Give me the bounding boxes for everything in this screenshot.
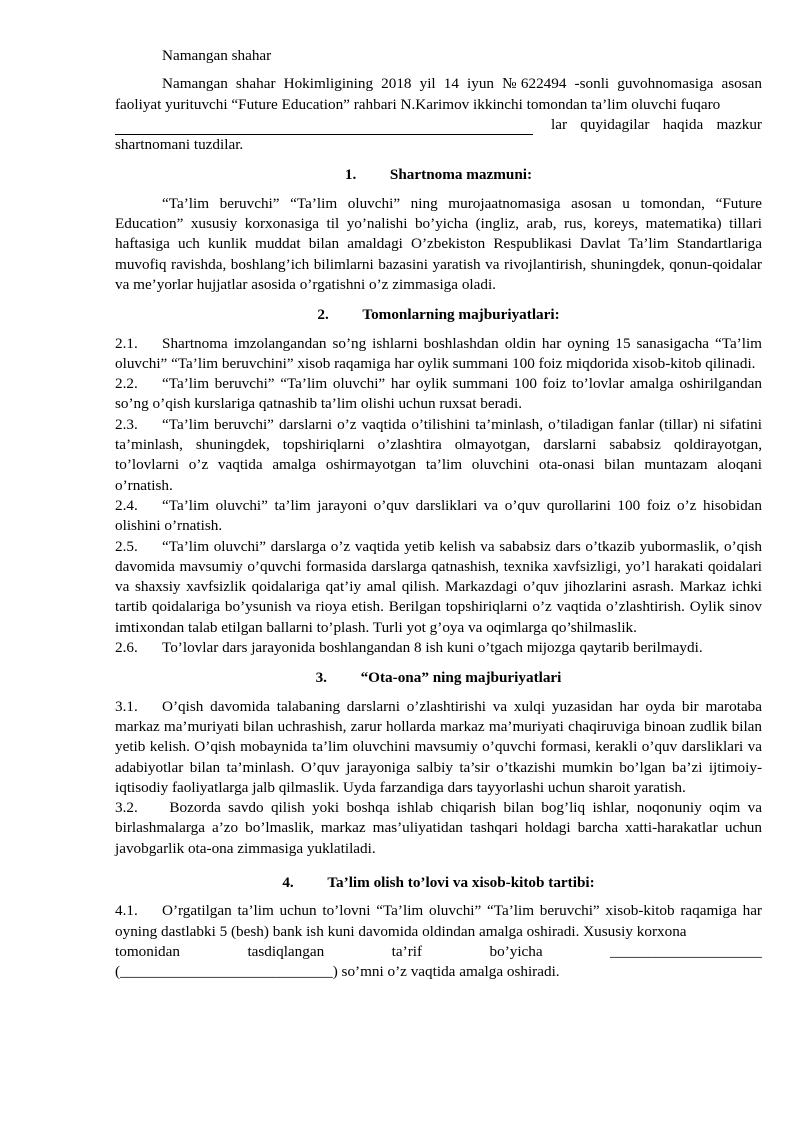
- section-number: 4.: [282, 873, 294, 891]
- intro-text-1: Namangan shahar Hokimligining 2018 yil 14 iyun №622494 -sonli guvohnomasiga asosan faoliyat yurituvchi “Future Education” rahbari N.Karimov ikkinchi tomondan ta’lim oluvchi fuqaro: [115, 75, 762, 113]
- clause-text: To’lovlar dars jarayonida boshlangandan 8 ish kuni o’tgach mijozga qaytarib berilmaydi.: [162, 639, 703, 657]
- section-title: Tomonlarning majburiyatlari:: [362, 306, 560, 324]
- clause-2-5: [115, 537, 762, 638]
- section-4-heading: [115, 873, 762, 893]
- clause-2-2: [115, 374, 762, 415]
- clause-3-2: [115, 798, 762, 859]
- clause-text: Bozorda savdo qilish yoki boshqa ishlab chiqarish bilan bog’liq ishlar, noqonuniy oqim va birlashmalarga a’zo bo’lmaslik, markaz mas’uliyatidan tashqari holdagi barcha xatti-harakatlar uchun javobgarlik ota-ona zimmasiga yuklatiladi.: [115, 799, 762, 857]
- clause-4-1: [115, 901, 762, 942]
- clause-2-1: [115, 334, 762, 375]
- section-1-body: “Ta’lim beruvchi” “Ta’lim oluvchi” ning murojaatnomasiga asosan u tomondan, “Future Education” xususiy korxonasiga til yo’nalishi bo’yicha (ingliz, arab, rus, koreys, matematika) tillari haftasiga uch kunlik muddat bilan amaldagi O’zbekiston Respublikasi Davlat Ta’lim Standartlariga muvofiq ravishda, boshlang’ich bilimlarni bazasini yaratish va rivojlantirish, shuningdek, qonun-qoidalar va me’yorlar hujjatlar asosida o’rgatishni o’z zimmasiga oladi.: [115, 194, 762, 293]
- clause-number: 2.5.: [115, 537, 138, 555]
- clause-end-text: ) so’mni o’z vaqtida amalga oshiradi.: [332, 963, 560, 981]
- intro-text-2: lar quyidagilar haqida mazkur: [551, 115, 762, 133]
- clause-number: 3.2.: [115, 799, 138, 817]
- citizen-name-blank[interactable]: [115, 120, 533, 135]
- tariff-amount-blank[interactable]: ____________________: [610, 942, 762, 960]
- clause-number: 2.6.: [115, 639, 138, 657]
- section-number: 2.: [317, 306, 329, 324]
- section-title: Shartnoma mazmuni:: [389, 166, 533, 184]
- section-3-heading: [115, 668, 762, 688]
- clause-4-1-last-line: [115, 962, 762, 982]
- word: bo’yicha: [489, 942, 543, 960]
- clause-number: 2.3.: [115, 415, 138, 433]
- clause-text: “Ta’lim oluvchi” ta’lim jarayoni o’quv darsliklari va o’quv qurollarini 100 foiz o’z hisobidan olishini o’rnatish.: [115, 496, 762, 535]
- clause-2-3: [115, 415, 762, 496]
- clause-2-6: [115, 638, 762, 658]
- clause-number: 2.2.: [115, 375, 138, 393]
- paren-open: (: [115, 963, 121, 981]
- amount-words-blank[interactable]: ____________________________: [120, 963, 333, 981]
- intro-blank-line: [115, 115, 762, 135]
- clause-text: O’rgatilgan ta’lim uchun to’lovni “Ta’lim oluvchi” “Ta’lim beruvchi” xisob-kitob raqamiga har oyning dastlabki 5 (besh) bank ish kuni davomida oldindan amalga oshiradi. Xususiy korxona: [115, 902, 762, 940]
- clause-3-1: [115, 697, 762, 798]
- clause-text: “Ta’lim beruvchi” darslarni o’z vaqtida o’tilishini ta’minlash, o’tiladigan fanlar (tillar) ni sifatini ta’minlash, shuningdek, topshiriqlarni o’zlashtira olmayotgan, darslarni sababsiz qoldirayotgan, to’lovlarni o’z vaqtida amalga oshirmayotgan ta’lim oluvchini ota-onasi bilan muntazam aloqani o’rnatish.: [115, 415, 762, 494]
- intro-paragraph: [115, 74, 762, 115]
- section-2-heading: [115, 305, 762, 325]
- clause-2-4: [115, 496, 762, 537]
- word: tasdiqlangan: [247, 942, 325, 960]
- clause-number: 3.1.: [115, 697, 138, 715]
- section-number: 1.: [344, 166, 357, 184]
- clause-number: 2.4.: [115, 496, 138, 514]
- clause-number: 2.1.: [115, 334, 138, 352]
- city-line: Namangan shahar: [162, 47, 272, 64]
- section-1-heading: [115, 165, 762, 185]
- word: ta’rif: [391, 942, 423, 960]
- clause-text: O’qish davomida talabaning darslarni o’zlashtirishi va xulqi yuzasidan har oyda bir marotaba markaz ma’muriyati bilan uchrashish, zarur hollarda markaz ma’muriyati chaqiruviga binoan zudlik bilan yetib kelish. O’qish mobaynida ta’lim oluvchini mavsumiy o’quvchi formasi, kerakli o’quv darsliklari va adabiyotlar bilan ta’minlash. O’quv jarayoniga salbiy ta’sir o’tkazishi mumkin bo’lgan ba’zi ijtimoiy-iqtisodiy faoliyatlarga jalb qilmaslik. Uyda farzandiga dars tayyorlashi uchun sharoit yaratish.: [115, 697, 762, 796]
- section-title: “Ota-ona” ning majburiyatlari: [360, 669, 562, 687]
- clause-4-1-spread-line: [115, 942, 762, 962]
- section-number: 3.: [315, 669, 327, 687]
- clause-text: “Ta’lim oluvchi” darslarga o’z vaqtida yetib kelish va sababsiz dars o’tkazib yubormaslik, o’qish davomida mavsumiy o’quvchi formasida darslarga qatnashish, texnika xavfsizligi, yo’l harakati qoidalari va shaxsiy xavfsizlik qoidalariga qat’iy amal qilish. Markazdagi o’quv jihozlarini asrash. Markaz ichki tartib qoidalariga bo’ysunish va rioya etish. Berilgan topshiriqlarni o’z vaqtida o’zlashtirish. Oylik sinov imtixondan talab etilgan ballarni to’plash. Turli yot g’oya va oqimlarga qo’shilmaslik.: [115, 537, 762, 636]
- clause-text: “Ta’lim beruvchi” “Ta’lim oluvchi” har oylik summani 100 foiz to’lovlar amalga oshirilgandan so’ng o’qish kurslariga qatnashib ta’lim olishi uchun ruxsat beradi.: [115, 375, 762, 413]
- contract-page: [115, 46, 762, 982]
- clause-text: Shartnoma imzolangandan so’ng ishlarni boshlashdan oldin har oyning 15 sanasigacha “Ta’lim oluvchi” “Ta’lim beruvchini” xisob raqamiga har oylik summani 100 foiz miqdorida xisob-kitob qilinadi.: [115, 334, 762, 372]
- clause-number: 4.1.: [115, 902, 138, 920]
- section-title: Ta’lim olish to’lovi va xisob-kitob tartibi:: [327, 873, 595, 891]
- intro-text-3: shartnomani tuzdilar.: [115, 136, 244, 154]
- word: tomonidan: [115, 942, 180, 960]
